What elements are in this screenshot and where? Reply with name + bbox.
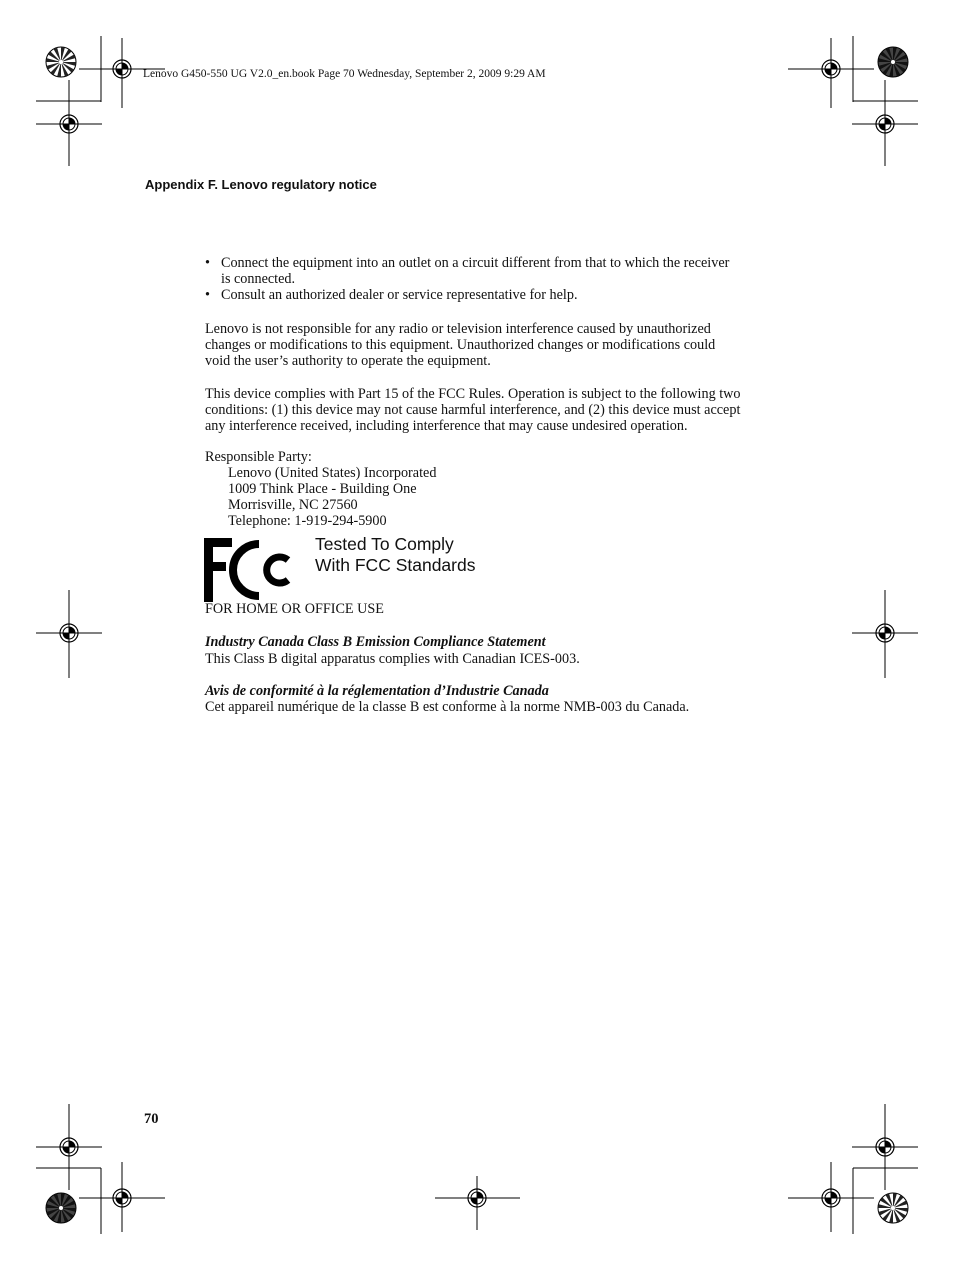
address-line: Morrisville, NC 27560: [228, 497, 358, 513]
registration-mark-icon: [815, 53, 847, 85]
registration-mark-icon: [53, 108, 85, 140]
book-slug-line: Lenovo G450-550 UG V2.0_en.book Page 70 Wednesday, September 2, 2009 9:29 AM: [143, 68, 546, 80]
registration-mark-icon: [106, 53, 138, 85]
color-target-icon: [878, 47, 908, 77]
avis-heading: Avis de conformité à la réglementation d’Industrie Canada: [205, 683, 549, 699]
color-target-icon: [46, 1193, 76, 1223]
registration-mark-icon: [106, 1182, 138, 1214]
fcc-line: Tested To Comply: [315, 534, 454, 554]
list-item: [205, 255, 785, 287]
industry-canada-heading: Industry Canada Class B Emission Compliance Statement: [205, 634, 546, 650]
responsible-party: [205, 449, 436, 529]
color-target-icon: [46, 47, 76, 77]
paragraph-line: changes or modifications to this equipment. Unauthorized changes or modifications could: [205, 337, 716, 353]
bullet-dot-icon: •: [205, 255, 210, 271]
registration-mark-icon: [869, 1131, 901, 1163]
bullet-dot-icon: •: [205, 287, 210, 303]
fcc-compliance-text: [315, 534, 475, 576]
paragraph-line: any interference received, including interference that may cause undesired operation.: [205, 418, 688, 434]
company-name: Lenovo (United States) Incorporated: [228, 465, 437, 481]
list-item: [205, 287, 785, 303]
industry-canada-text: This Class B digital apparatus complies with Canadian ICES-003.: [205, 651, 580, 667]
registration-mark-icon: [815, 1182, 847, 1214]
registration-mark-icon: [53, 617, 85, 649]
registration-mark-icon: [461, 1182, 493, 1214]
paragraph-line: conditions: (1) this device may not cause harmful interference, and (2) this device must accept: [205, 402, 741, 418]
bullet-list: [205, 255, 785, 303]
registration-mark-icon: [869, 108, 901, 140]
bullet-line: is connected.: [221, 271, 296, 287]
home-office-use: FOR HOME OR OFFICE USE: [205, 601, 384, 617]
registration-mark-icon: [53, 1131, 85, 1163]
fcc-rules-paragraph: [205, 386, 790, 434]
paragraph-line: This device complies with Part 15 of the FCC Rules. Operation is subject to the following two: [205, 386, 741, 402]
fcc-logo: [204, 538, 296, 602]
fcc-line: With FCC Standards: [315, 555, 476, 575]
bullet-line: Consult an authorized dealer or service representative for help.: [221, 287, 578, 303]
address-line: 1009 Think Place - Building One: [228, 481, 417, 497]
page-number: 70: [144, 1111, 159, 1127]
telephone: Telephone: 1-919-294-5900: [228, 513, 387, 529]
avis-text: Cet appareil numérique de la classe B est conforme à la norme NMB-003 du Canada.: [205, 699, 690, 715]
interference-paragraph: [205, 321, 790, 369]
registration-mark-icon: [869, 617, 901, 649]
bullet-line: Connect the equipment into an outlet on a circuit different from that to which the receiver: [221, 255, 730, 271]
paragraph-line: Lenovo is not responsible for any radio or television interference caused by unauthorized: [205, 321, 711, 337]
paragraph-line: void the user’s authority to operate the equipment.: [205, 353, 491, 369]
running-head: Appendix F. Lenovo regulatory notice: [145, 177, 377, 192]
color-target-icon: [878, 1193, 908, 1223]
responsible-party-heading: Responsible Party:: [205, 449, 312, 465]
